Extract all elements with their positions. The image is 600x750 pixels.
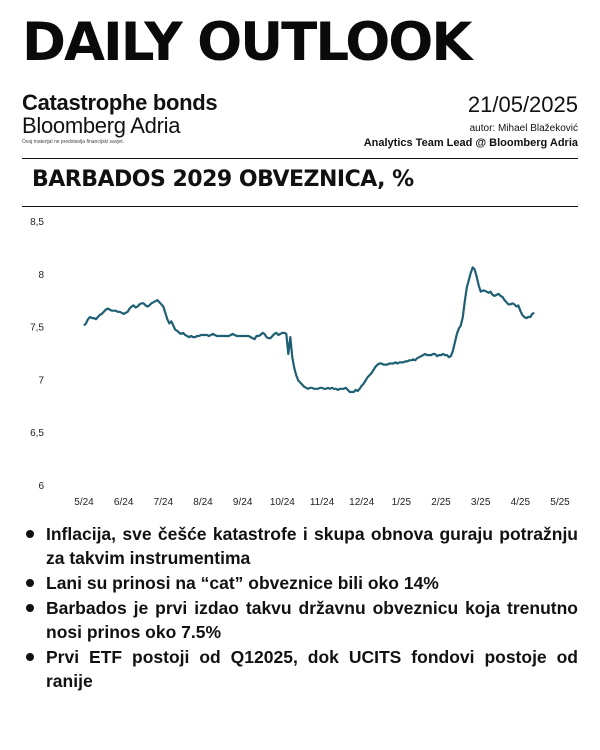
topic-title: Catastrophe bonds — [22, 90, 218, 115]
x-tick-label: 9/24 — [232, 497, 253, 508]
x-tick-label: 6/24 — [113, 497, 134, 508]
series-line — [84, 267, 534, 392]
bullet-item: Lani su prinosi na “cat” obveznice bili oko 14% — [22, 571, 578, 595]
bullet-item: Prvi ETF postoji od Q12025, dok UCITS fondovi postoje od ranije — [22, 645, 578, 693]
chart-title: BARBADOS 2029 OBVEZNICA, % — [32, 167, 414, 192]
y-tick-label: 7 — [38, 375, 44, 387]
x-tick-label: 11/24 — [309, 497, 335, 508]
disclaimer-text: Ovaj materijal ne predstavlja financijski savjet. — [22, 139, 124, 145]
bullet-item: Inflacija, sve češće katastrofe i skupa obnova guraju potražnju za takvim instrumentima — [22, 522, 578, 570]
x-tick-label: 1/25 — [391, 497, 412, 508]
y-tick-label: 6,5 — [30, 428, 44, 440]
y-tick-label: 8,5 — [30, 217, 44, 228]
x-tick-label: 8/24 — [193, 497, 213, 508]
bullet-list — [22, 522, 578, 694]
x-tick-label: 2/25 — [431, 497, 451, 508]
y-tick-label: 8 — [38, 269, 44, 281]
y-tick-label: 7,5 — [30, 322, 44, 334]
line-chart — [0, 208, 600, 513]
brand-name: Bloomberg Adria — [22, 113, 181, 138]
x-tick-label: 5/24 — [74, 497, 94, 508]
y-tick-label: 6 — [38, 481, 44, 492]
publish-date: 21/05/2025 — [467, 92, 578, 117]
x-tick-label: 10/24 — [269, 497, 295, 508]
author-team: Analytics Team Lead @ Bloomberg Adria — [363, 137, 578, 149]
bullet-item: Barbados je prvi izdao takvu državnu obveznicu koja trenutno nosi prinos oko 7.5% — [22, 596, 578, 644]
x-tick-label: 4/25 — [510, 497, 531, 508]
x-tick-label: 5/25 — [550, 497, 570, 508]
author-line: autor: Mihael Blažeković — [469, 123, 578, 134]
x-tick-label: 3/25 — [470, 497, 491, 508]
divider-top — [22, 158, 578, 159]
x-tick-label: 12/24 — [349, 497, 375, 508]
x-tick-label: 7/24 — [153, 497, 174, 508]
masthead-title: DAILY OUTLOOK — [22, 12, 471, 73]
divider-chart — [22, 206, 578, 207]
